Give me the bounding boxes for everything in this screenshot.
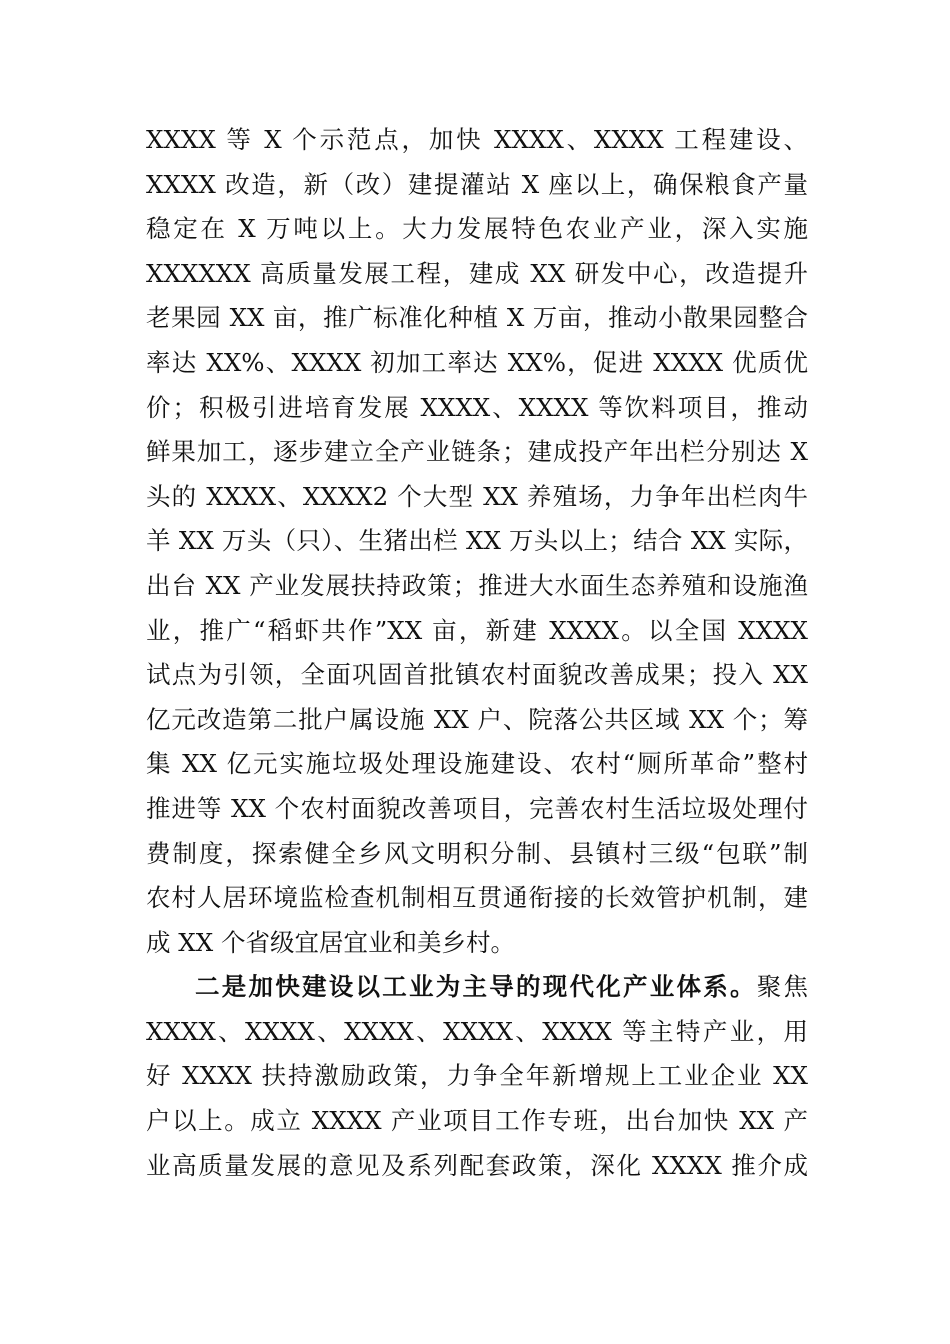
heading-continuation: 聚焦 — [756, 972, 808, 1002]
text-line: 亿元改造第二批户属设施 XX 户、院落公共区域 XX 个；筹 — [146, 704, 808, 734]
paragraph-2 — [146, 965, 808, 1188]
text-line: 头的 XXXX、XXXX2 个大型 XX 养殖场，力争年出栏肉牛 — [146, 481, 808, 511]
text-line: 业，推广“稻虾共作”XX 亩，新建 XXXX。以全国 XXXX — [146, 615, 808, 645]
section-heading: 二是加快建设以工业为主导的现代化产业体系。 — [195, 972, 757, 1002]
paragraph-1 — [146, 118, 808, 965]
text-line: 鲜果加工，逐步建立全产业链条；建成投产年出栏分别达 X — [146, 437, 808, 467]
text-line: 稳定在 X 万吨以上。大力发展特色农业产业，深入实施 — [146, 214, 808, 244]
text-line: XXXX 等 X 个示范点，加快 XXXX、XXXX 工程建设、 — [146, 125, 808, 154]
text-line: 试点为引领，全面巩固首批镇农村面貌改善成果；投入 XX — [146, 660, 808, 690]
text-line: 农村人居环境监检查机制相互贯通衔接的长效管护机制，建 — [146, 883, 808, 913]
text-line: 出台 XX 产业发展扶持政策；推进大水面生态养殖和设施渔 — [146, 570, 808, 600]
text-line: 推进等 XX 个农村面貌改善项目，完善农村生活垃圾处理付 — [146, 793, 808, 823]
document-body — [146, 118, 808, 1188]
text-line: 好 XXXX 扶持激励政策，力争全年新增规上工业企业 XX — [146, 1061, 808, 1091]
text-line: 价；积极引进培育发展 XXXX、XXXX 等饮料项目，推动 — [146, 392, 808, 422]
text-line — [146, 965, 808, 1010]
text-line: 率达 XX%、XXXX 初加工率达 XX%，促进 XXXX 优质优 — [146, 347, 808, 377]
text-line: 户以上。成立 XXXX 产业项目工作专班，出台加快 XX 产 — [146, 1106, 808, 1136]
text-line: XXXX 改造，新（改）建提灌站 X 座以上，确保粮食产量 — [146, 169, 808, 199]
text-line: 业高质量发展的意见及系列配套政策，深化 XXXX 推介成 — [146, 1150, 808, 1180]
text-line: 老果园 XX 亩，推广标准化种植 X 万亩，推动小散果园整合 — [146, 303, 808, 333]
text-line: 费制度，探索健全乡风文明积分制、县镇村三级“包联”制 — [146, 838, 808, 868]
text-line: 羊 XX 万头（只）、生猪出栏 XX 万头以上；结合 XX 实际， — [146, 526, 808, 556]
text-line: 成 XX 个省级宜居宜业和美乡村。 — [146, 927, 515, 957]
text-line: XXXXXX 高质量发展工程，建成 XX 研发中心，改造提升 — [146, 258, 808, 288]
text-line: 集 XX 亿元实施垃圾处理设施建设、农村“厕所革命”整村 — [146, 749, 808, 779]
text-line: XXXX、XXXX、XXXX、XXXX、XXXX 等主特产业，用 — [146, 1016, 808, 1046]
